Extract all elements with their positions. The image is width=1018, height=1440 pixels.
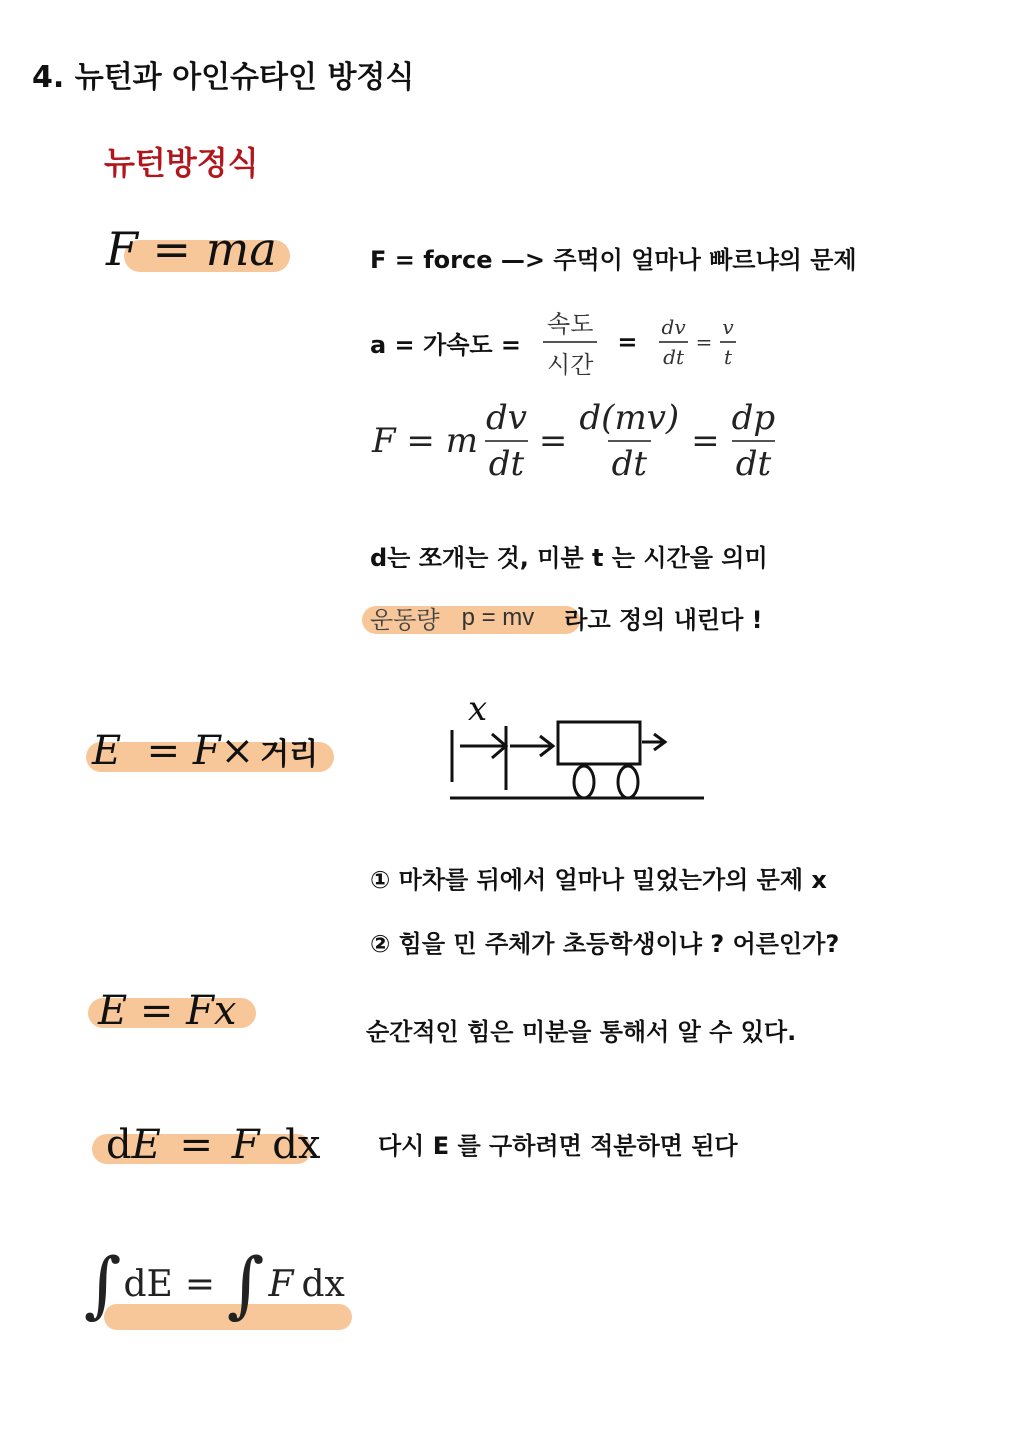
momentum-term: 운동량 — [370, 606, 440, 634]
cart-wheel-left — [574, 766, 594, 798]
fd-frac1 — [482, 398, 531, 484]
question-1: ① 마차를 뒤에서 얼마나 밀었는가의 문제 x — [370, 866, 827, 894]
formula-de-fdx — [106, 1122, 320, 1168]
fd-d1: dt — [485, 440, 528, 484]
integral-sign-right: ∫ — [227, 1242, 265, 1326]
fd-frac2 — [575, 398, 683, 484]
int-eq: = — [184, 1263, 216, 1305]
energy1-formula: E = F× — [92, 728, 255, 774]
diagram-x-label: x — [468, 689, 488, 729]
accel-t: t — [720, 341, 736, 369]
fd-n3: dp — [731, 398, 776, 438]
e3-dx: dx — [272, 1122, 321, 1168]
e3-d: d — [106, 1122, 132, 1168]
fd-frac3 — [728, 398, 780, 484]
int-dx: dx — [301, 1263, 345, 1305]
accel-frac-num: 속도 — [547, 310, 594, 338]
formula-energy-distance — [92, 728, 318, 774]
formula-f-ma — [106, 222, 277, 276]
e3-eq: = — [179, 1122, 214, 1168]
accel-lhs: a = 가속도 = — [370, 330, 522, 359]
force-line: F = force —> 주먹이 얼마나 빠르냐의 문제 — [370, 246, 857, 274]
force-derivative-eq — [372, 398, 779, 484]
fd-d3: dt — [732, 440, 775, 484]
page-heading: 4. 뉴턴과 아인슈타인 방정식 — [32, 60, 415, 95]
accel-dv-dt — [658, 315, 690, 369]
energy1-word: 거리 — [260, 737, 319, 772]
integrate-line: 다시 E 를 구하려면 적분하면 된다 — [378, 1132, 738, 1160]
fma-rhs: ma — [205, 222, 277, 276]
formula-integral — [84, 1242, 345, 1326]
accel-v-t — [718, 315, 737, 369]
momentum-formula: p = mv — [461, 603, 535, 631]
question-2: ② 힘을 민 주체가 초등학생이냐 ? 어른인가? — [370, 930, 840, 958]
cart-wheel-right — [618, 766, 638, 798]
accel-eq2: = — [695, 330, 713, 354]
int-de: dE — [123, 1263, 173, 1305]
momentum-definition: 라고 정의 내린다 ! — [564, 606, 763, 634]
fd-lhs: F = m — [372, 421, 478, 461]
accel-eq1: = — [617, 328, 638, 356]
section-title: 뉴턴방정식 — [104, 144, 259, 182]
accel-dt: dt — [659, 341, 688, 369]
accel-v: v — [722, 315, 734, 339]
fd-eq1: = — [538, 421, 568, 461]
fd-d2: dt — [608, 440, 651, 484]
formula-energy-fx: E = Fx — [98, 988, 237, 1034]
accel-line — [370, 304, 738, 380]
fd-n1: dv — [485, 398, 527, 438]
e3-e: E — [131, 1122, 161, 1168]
accel-fraction — [543, 304, 597, 380]
fma-f: F — [106, 222, 138, 276]
accel-frac-den: 시간 — [543, 341, 597, 380]
momentum-line — [370, 600, 763, 635]
integral-sign-left: ∫ — [84, 1242, 122, 1326]
cart-body — [558, 722, 640, 764]
instant-force-line: 순간적인 힘은 미분을 통해서 알 수 있다. — [366, 1018, 797, 1046]
fma-eq: = — [152, 222, 192, 276]
d-meaning-line: d는 쪼개는 것, 미분 t 는 시간을 의미 — [370, 544, 768, 572]
int-f: F — [268, 1263, 294, 1305]
fd-n2: d(mv) — [579, 398, 680, 438]
accel-dv: dv — [661, 315, 686, 339]
e3-f: F — [231, 1122, 260, 1168]
fd-eq2: = — [691, 421, 720, 461]
cart-diagram — [420, 686, 720, 806]
